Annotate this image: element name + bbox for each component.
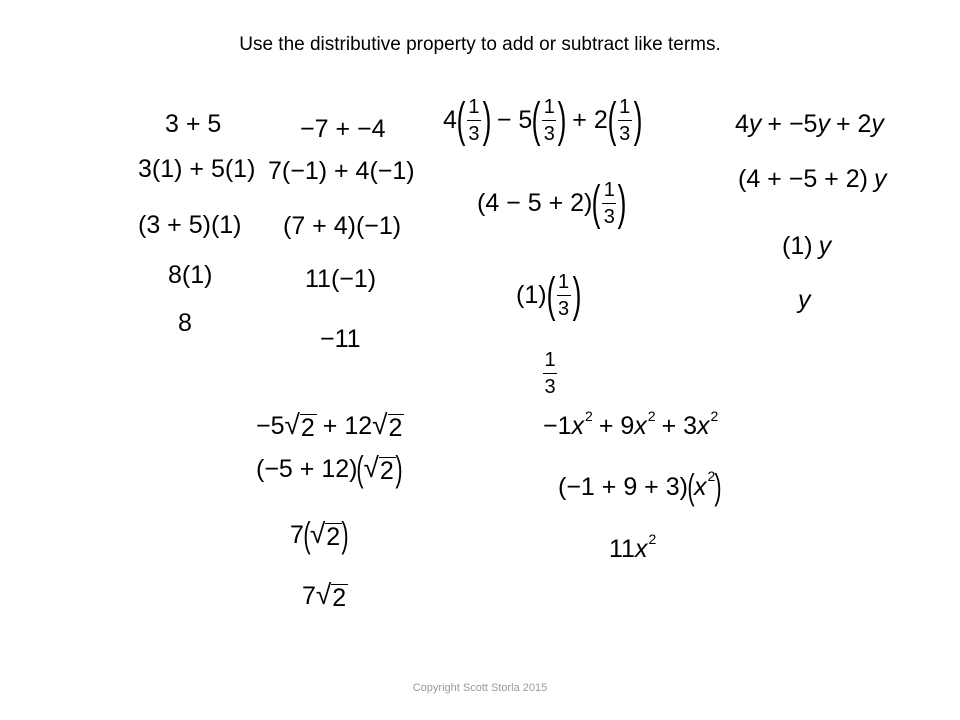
sqrt-symbol: √ 2 [363, 452, 394, 486]
ex6-line-1: −1 x 2 + 9 x 2 + 3 x 2 [543, 407, 719, 440]
ex3-line-1: 4 ( $\frac{1}{3}$ ) − 5 ( $\frac{1}{3}$ ) + 2 ( $\frac{1}{3}$ ) [443, 94, 643, 147]
sqrt-symbol: √ 2 [315, 579, 347, 612]
ex1-line-2: 3(1) + 5(1) [138, 155, 256, 183]
ex1-line-1: 3 + 5 [165, 110, 222, 138]
ex2-line-2: 7(−1) + 4(−1) [268, 157, 415, 185]
ex1-line-3: (3 + 5)(1) [138, 211, 242, 239]
ex3-frac-2: $\frac{1}{3}$ [543, 96, 555, 146]
ex5-line-1: −5 √ 2 + 12 √ 2 [256, 409, 403, 442]
ex3-frac-5: $\frac{1}{3}$ [557, 271, 570, 321]
ex4-line-2: (4 + −5 + 2) y [738, 165, 887, 193]
ex3-frac-3: $\frac{1}{3}$ [619, 96, 631, 146]
ex5-result: 7 √ 2 [302, 579, 347, 612]
ex3-frac-1: $\frac{1}{3}$ [468, 96, 480, 146]
ex3-coef-a: 4 [443, 106, 457, 135]
ex5-line-2: (−5 + 12) ( √ 2 ) [256, 448, 403, 489]
ex3-line-3: (1) ( $\frac{1}{3}$ ) [516, 269, 581, 322]
ex5-line-3: 7 ( √ 2 ) [290, 514, 349, 555]
ex4-result: y [798, 286, 811, 314]
ex2-line-4: 11(−1) [305, 265, 377, 293]
ex2-result: −11 [320, 325, 361, 353]
copyright-footer: Copyright Scott Storla 2015 [412, 682, 548, 694]
ex3-coef-b: − 5 [496, 106, 533, 135]
slide-title: Use the distributive property to add or subtract like terms. [239, 34, 721, 55]
ex1-result: 8 [178, 309, 192, 337]
ex2-line-3: (7 + 4)(−1) [283, 212, 402, 240]
ex3-result [541, 350, 559, 397]
ex3-frac-4: $\frac{1}{3}$ [603, 179, 615, 229]
ex3-coef-c: + 2 [572, 106, 608, 135]
ex6-line-2: (−1 + 9 + 3) ( x 2 ) [558, 466, 722, 507]
ex3-frac-result: $\frac{1}{3}$ [544, 349, 556, 399]
ex3-one: (1) [516, 281, 547, 310]
sqrt-symbol: √ 2 [309, 518, 341, 552]
ex2-line-1: −7 + −4 [300, 115, 386, 143]
sqrt-symbol: √ 2 [284, 409, 315, 442]
ex6-result: 11 x 2 [609, 530, 657, 563]
ex4-line-3: (1) y [782, 232, 832, 260]
ex1-line-4: 8(1) [168, 261, 213, 289]
ex3-sum: (4 − 5 + 2) [477, 189, 593, 218]
ex3-line-2: (4 − 5 + 2) ( $\frac{1}{3}$ ) [477, 177, 627, 230]
ex4-line-1: 4 y + −5 y + 2 y [735, 110, 884, 138]
sqrt-symbol: √ 2 [372, 409, 403, 442]
